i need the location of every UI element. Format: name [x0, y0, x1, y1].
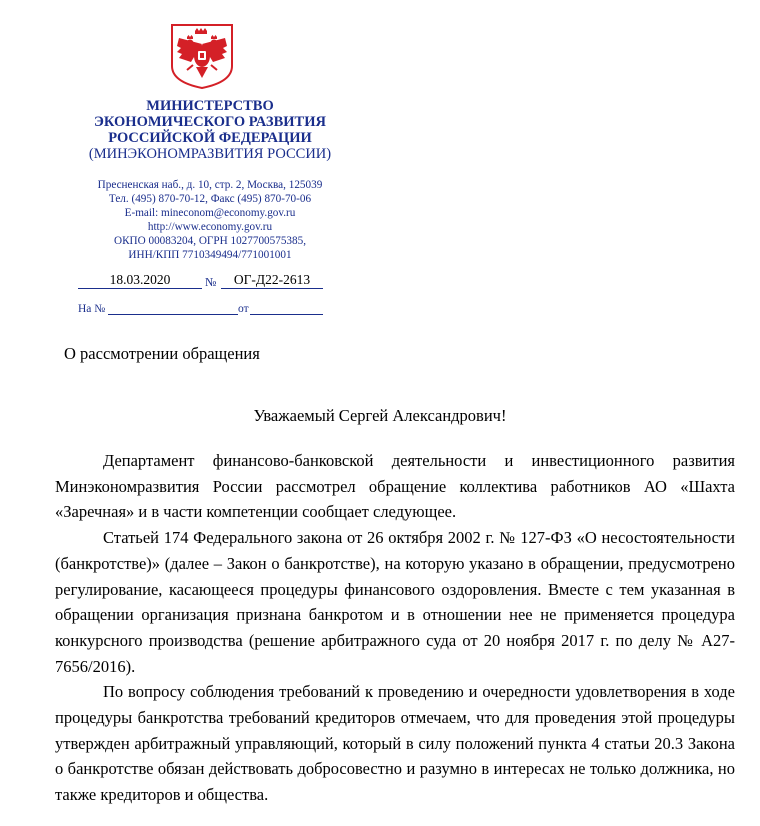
- ref-date-blank: [250, 302, 323, 315]
- email: E-mail: mineconom@economy.gov.ru: [124, 207, 296, 219]
- okpo-ogrn: ОКПО 00083204, ОГРН 1027700575385,: [113, 235, 306, 247]
- reference-line: [78, 300, 328, 316]
- phone-fax: Тел. (495) 870-70-12, Факс (495) 870-70-06: [108, 193, 312, 205]
- inn-kpp: ИНН/КПП 7710349494/771001001: [128, 249, 292, 261]
- contact-block: [54, 178, 366, 262]
- address: Пресненская наб., д. 10, стр. 2, Москва, 125039: [97, 179, 323, 191]
- website: http://www.economy.gov.ru: [147, 221, 273, 233]
- ref-number-label: На №: [78, 303, 106, 315]
- registration-line: [78, 272, 328, 290]
- ref-number-blank: [108, 302, 238, 315]
- body-paragraph-2: Статьей 174 Федерального закона от 26 октября 2002 г. № 127-ФЗ «О несостоятельности (банкротстве)» (далее – Закон о банкротстве), на которую указано в обращении, предусмотрено регулирование, касающееся процедуры финансового оздоровления. Вместе с тем указанная в обращении организация признана банкротом и в отношении нее не применяется процедура конкурсного производства (решение арбитражного суда от 20 ноября 2017 г. по делу № А27-7656/2016).: [55, 528, 735, 676]
- ministry-name: [54, 98, 366, 162]
- ministry-line-1: МИНИСТЕРСТВО: [146, 98, 274, 114]
- letter-subject: О рассмотрении обращения: [64, 344, 260, 363]
- ministry-line-3: РОССИЙСКОЙ ФЕДЕРАЦИИ: [108, 130, 312, 146]
- body-paragraph-3: По вопросу соблюдения требований к проведению и очередности удовлетворения в ходе процедуры банкротства требований кредиторов отмечаем, что для проведения этой процедуры утвержден арбитражный управляющий, который в силу положений пункта 4 статьи 20.3 Закона о банкротстве обязан действовать добросовестно и разумно в интересах не только должника, но также кредиторов и общества.: [55, 682, 735, 805]
- letter-number: ОГ-Д22-2613: [221, 272, 323, 289]
- double-headed-eagle-icon: [169, 22, 235, 90]
- ministry-line-2: ЭКОНОМИЧЕСКОГО РАЗВИТИЯ: [94, 114, 326, 130]
- ministry-short-name: (МИНЭКОНОМРАЗВИТИЯ РОССИИ): [88, 146, 332, 162]
- number-label: №: [205, 275, 217, 289]
- body-paragraph-1: Департамент финансово-банковской деятельности и инвестиционного развития Минэкономразвития России рассмотрел обращение коллектива работников АО «Шахта «Заречная» и в части компетенции сообщает следующее.: [55, 451, 735, 522]
- letter-date: 18.03.2020: [78, 272, 202, 289]
- greeting: Уважаемый Сергей Александрович!: [253, 406, 507, 425]
- coat-of-arms-emblem: [169, 22, 235, 90]
- ref-from-label: от: [238, 303, 249, 315]
- letter-body: [55, 448, 735, 808]
